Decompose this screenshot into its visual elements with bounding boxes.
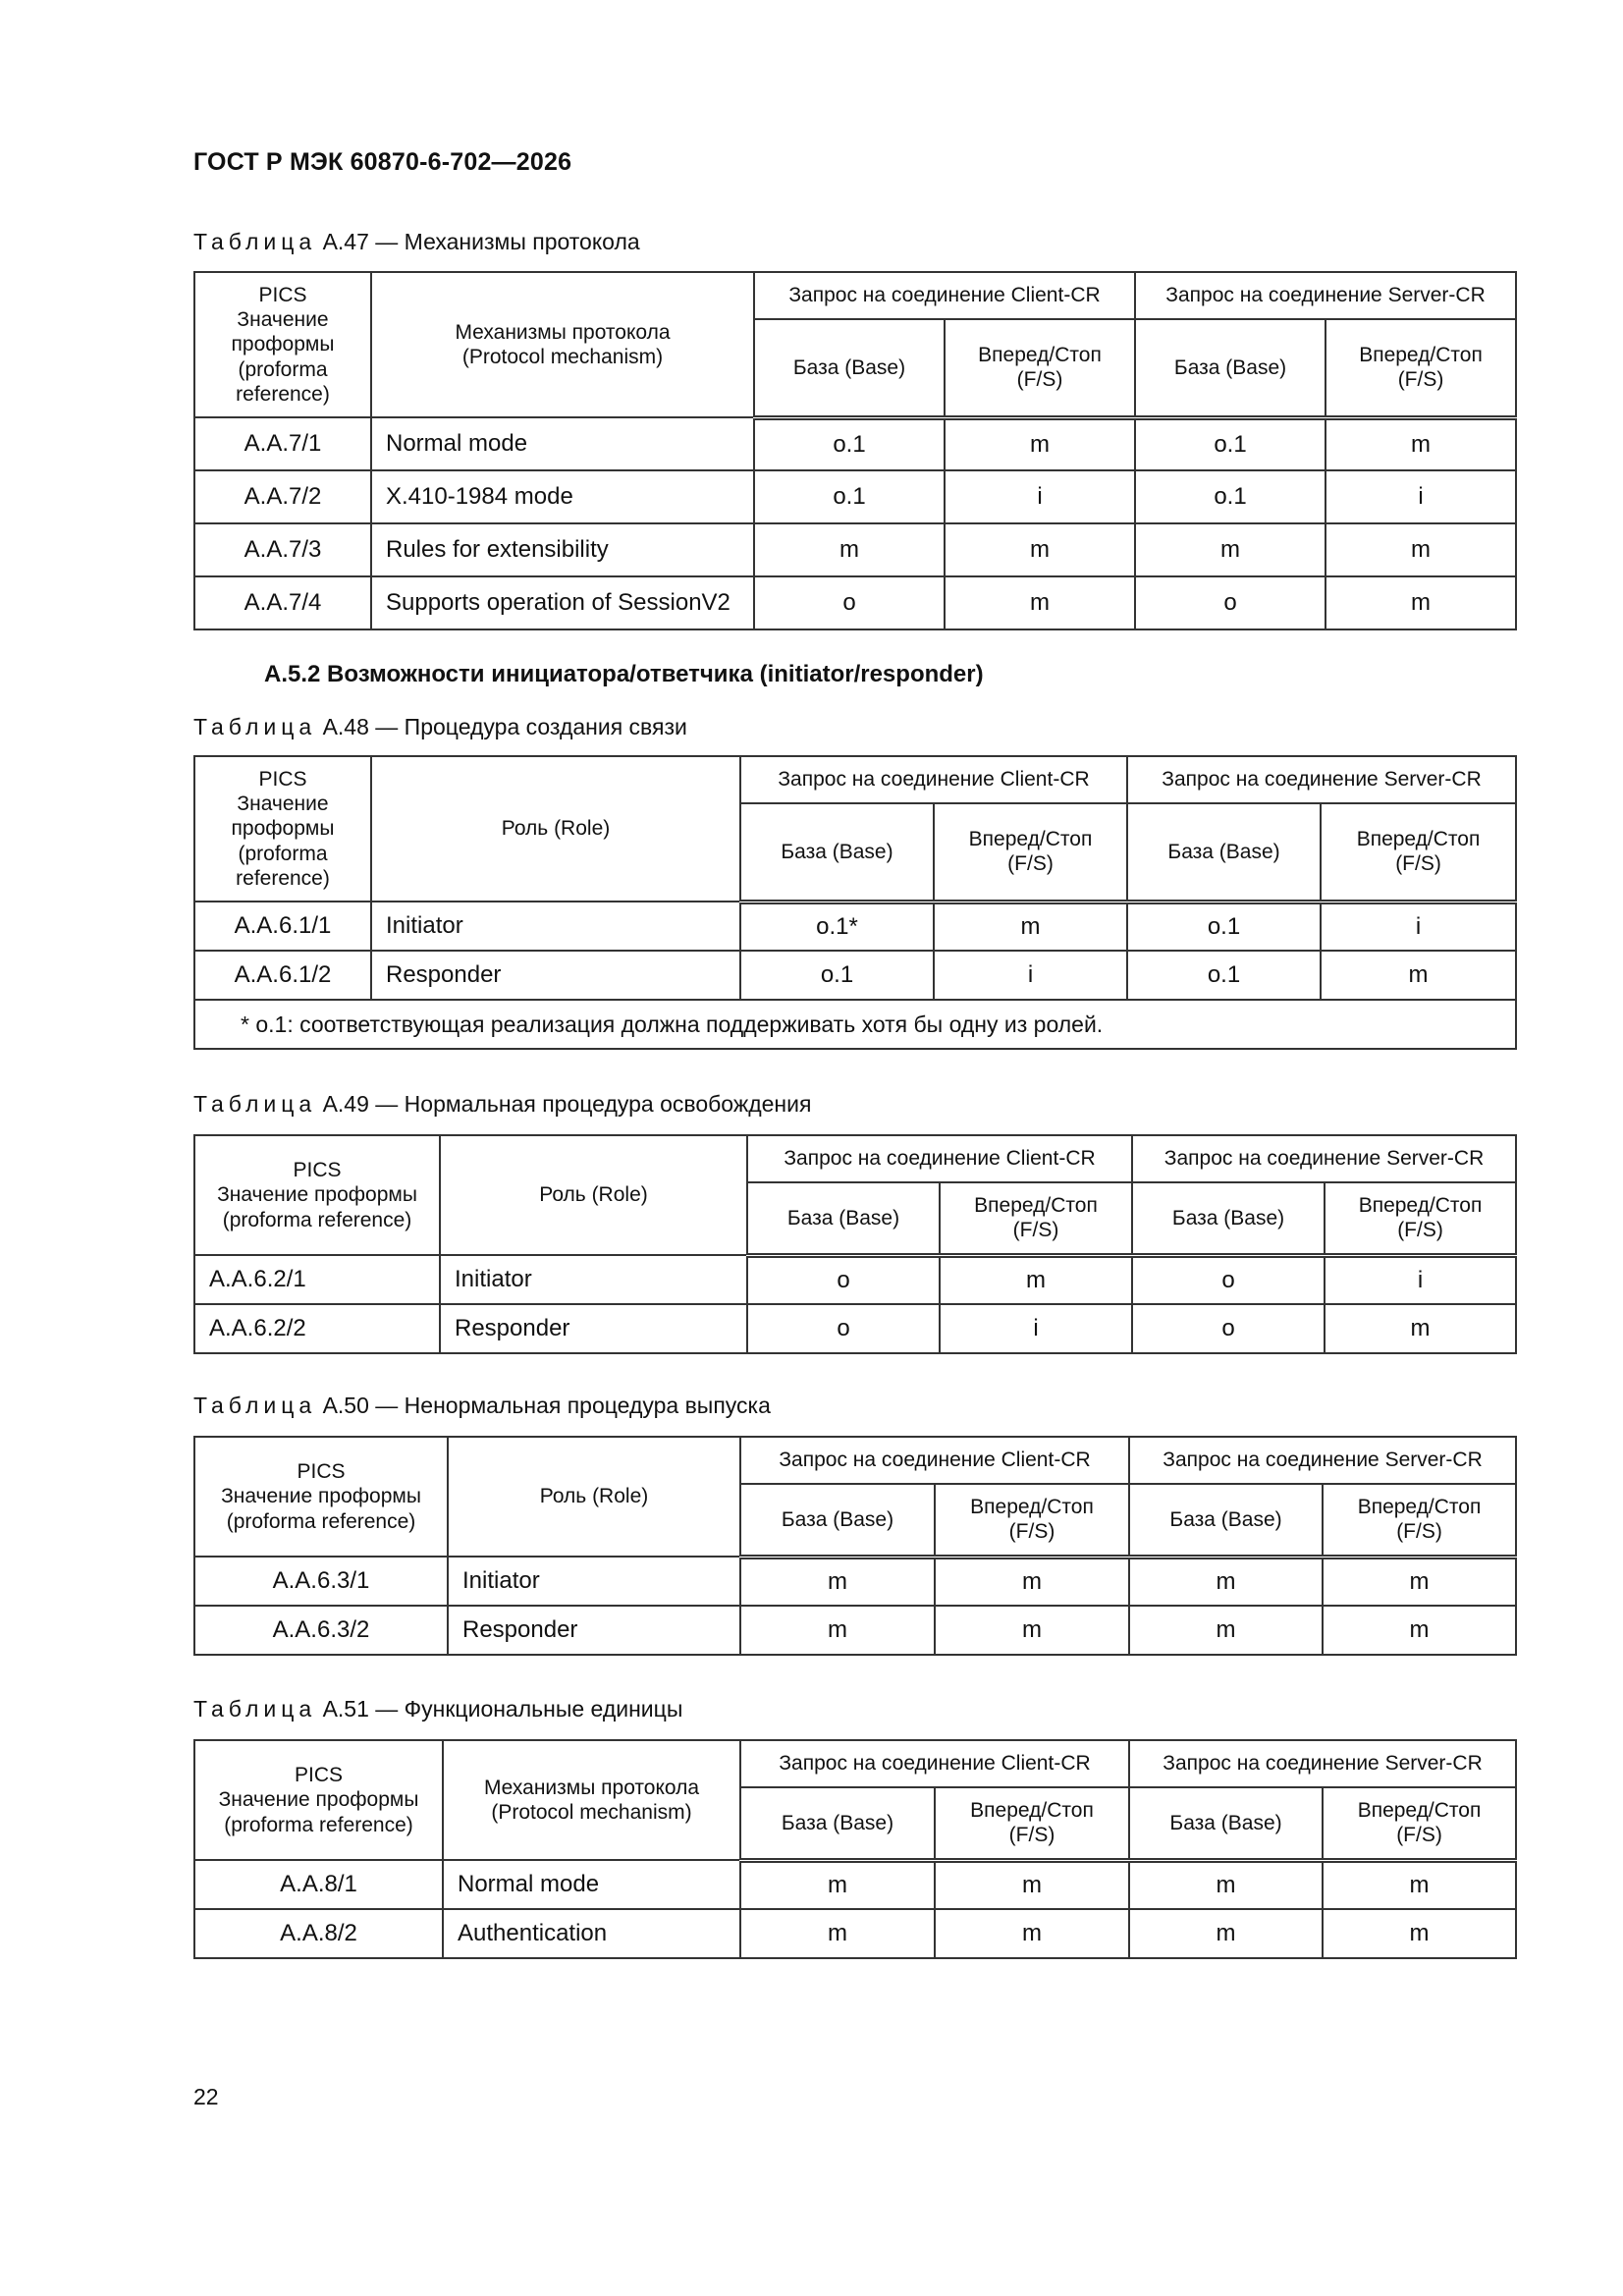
cell-ref: A.A.7/1 — [194, 417, 371, 470]
cell-server-fs: m — [1325, 417, 1516, 470]
cell-server-base: o — [1132, 1255, 1325, 1304]
table-caption-a49 — [193, 1091, 811, 1118]
cell-client-base: m — [740, 1606, 935, 1655]
cell-server-base: m — [1129, 1909, 1323, 1958]
caption-title: А.51 — Функциональные единицы — [316, 1696, 683, 1722]
header-server-base: База (Base) — [1135, 319, 1325, 417]
section-heading-a52: А.5.2 Возможности инициатора/ответчика (initiator/responder) — [264, 661, 984, 687]
cell-name: Responder — [448, 1606, 740, 1655]
header-client-base: База (Base) — [740, 1787, 935, 1860]
cell-client-fs: m — [935, 1860, 1129, 1909]
header-client-fs: Вперед/Стоп (F/S) — [934, 803, 1127, 902]
table-a48 — [193, 755, 1517, 1050]
cell-client-base: o.1 — [754, 470, 945, 523]
page-number: 22 — [193, 2084, 219, 2109]
cell-ref: A.A.6.2/2 — [194, 1304, 440, 1353]
cell-name: Normal mode — [443, 1860, 740, 1909]
header-client-fs: Вперед/Стоп (F/S) — [935, 1484, 1129, 1557]
cell-name: Initiator — [440, 1255, 747, 1304]
header-client-cr: Запрос на соединение Client-CR — [740, 756, 1127, 803]
header-client-cr: Запрос на соединение Client-CR — [754, 272, 1135, 319]
cell-server-base: m — [1129, 1557, 1323, 1606]
cell-client-base: o.1 — [740, 951, 934, 1000]
table-note-row — [194, 1000, 1516, 1049]
cell-ref: A.A.6.3/2 — [194, 1606, 448, 1655]
cell-server-fs: m — [1321, 951, 1516, 1000]
cell-ref: A.A.8/2 — [194, 1909, 443, 1958]
cell-server-fs: m — [1325, 1304, 1516, 1353]
cell-client-base: m — [740, 1909, 935, 1958]
header-client-cr: Запрос на соединение Client-CR — [740, 1740, 1129, 1787]
cell-name: Normal mode — [371, 417, 754, 470]
cell-ref: A.A.7/4 — [194, 576, 371, 629]
cell-ref: A.A.7/3 — [194, 523, 371, 576]
cell-client-fs: m — [934, 902, 1127, 951]
caption-prefix: Таблица — [193, 1393, 317, 1418]
cell-server-base: o — [1132, 1304, 1325, 1353]
cell-ref: A.A.7/2 — [194, 470, 371, 523]
cell-server-base: o.1 — [1135, 417, 1325, 470]
header-client-base: База (Base) — [740, 1484, 935, 1557]
table-row — [194, 417, 1516, 470]
header-server-cr: Запрос на соединение Server-CR — [1135, 272, 1516, 319]
caption-prefix: Таблица — [193, 1091, 317, 1117]
header-pics: PICS Значение проформы (proforma reference) — [194, 1740, 443, 1860]
table-row — [194, 1909, 1516, 1958]
cell-server-fs: m — [1323, 1909, 1516, 1958]
table-a49 — [193, 1134, 1517, 1354]
cell-name: X.410-1984 mode — [371, 470, 754, 523]
cell-client-fs: i — [945, 470, 1135, 523]
cell-client-fs: m — [940, 1255, 1132, 1304]
table-row — [194, 951, 1516, 1000]
cell-name: Rules for extensibility — [371, 523, 754, 576]
cell-client-base: m — [754, 523, 945, 576]
caption-prefix: Таблица — [193, 1696, 317, 1722]
cell-client-fs: m — [935, 1557, 1129, 1606]
table-a51 — [193, 1739, 1517, 1959]
table-note: * o.1: соответствующая реализация должна поддерживать хотя бы одну из ролей. — [194, 1000, 1516, 1049]
cell-server-fs: m — [1325, 523, 1516, 576]
cell-server-base: m — [1129, 1606, 1323, 1655]
table-a47 — [193, 271, 1517, 630]
cell-server-fs: m — [1323, 1557, 1516, 1606]
table-row — [194, 1860, 1516, 1909]
table-row — [194, 576, 1516, 629]
cell-name: Responder — [440, 1304, 747, 1353]
header-server-cr: Запрос на соединение Server-CR — [1129, 1437, 1516, 1484]
cell-ref: A.A.6.2/1 — [194, 1255, 440, 1304]
header-server-cr: Запрос на соединение Server-CR — [1132, 1135, 1516, 1182]
cell-name: Initiator — [448, 1557, 740, 1606]
table-caption-a47 — [193, 229, 640, 255]
header-client-fs: Вперед/Стоп (F/S) — [945, 319, 1135, 417]
cell-client-base: o — [747, 1304, 940, 1353]
cell-server-fs: i — [1321, 902, 1516, 951]
cell-server-fs: m — [1323, 1860, 1516, 1909]
table-row — [194, 1606, 1516, 1655]
cell-server-fs: i — [1325, 1255, 1516, 1304]
cell-server-base: o.1 — [1135, 470, 1325, 523]
header-server-cr: Запрос на соединение Server-CR — [1127, 756, 1516, 803]
cell-client-fs: m — [945, 523, 1135, 576]
header-server-base: База (Base) — [1132, 1182, 1325, 1255]
cell-server-base: m — [1129, 1860, 1323, 1909]
table-row — [194, 1255, 1516, 1304]
header-pics: PICS Значение проформы (proforma reference) — [194, 1437, 448, 1557]
cell-name: Supports operation of SessionV2 — [371, 576, 754, 629]
header-server-base: База (Base) — [1129, 1787, 1323, 1860]
cell-name: Responder — [371, 951, 740, 1000]
header-client-fs: Вперед/Стоп (F/S) — [940, 1182, 1132, 1255]
header-server-base: База (Base) — [1127, 803, 1321, 902]
cell-server-fs: m — [1323, 1606, 1516, 1655]
table-caption-a50 — [193, 1393, 771, 1419]
table-caption-a48 — [193, 714, 687, 740]
header-role: Роль (Role) — [371, 756, 740, 902]
header-pics: PICS Значение проформы (proforma reference) — [194, 1135, 440, 1255]
header-server-cr: Запрос на соединение Server-CR — [1129, 1740, 1516, 1787]
cell-client-base: o.1 — [754, 417, 945, 470]
header-client-base: База (Base) — [747, 1182, 940, 1255]
header-server-fs: Вперед/Стоп (F/S) — [1325, 319, 1516, 417]
cell-client-base: o — [754, 576, 945, 629]
header-role: Роль (Role) — [448, 1437, 740, 1557]
cell-ref: A.A.6.1/1 — [194, 902, 371, 951]
cell-ref: A.A.6.3/1 — [194, 1557, 448, 1606]
table-row — [194, 1304, 1516, 1353]
caption-prefix: Таблица — [193, 714, 317, 739]
cell-ref: A.A.6.1/2 — [194, 951, 371, 1000]
header-client-fs: Вперед/Стоп (F/S) — [935, 1787, 1129, 1860]
caption-prefix: Таблица — [193, 229, 317, 254]
cell-client-base: m — [740, 1557, 935, 1606]
cell-server-fs: m — [1325, 576, 1516, 629]
header-server-fs: Вперед/Стоп (F/S) — [1321, 803, 1516, 902]
cell-client-fs: m — [935, 1606, 1129, 1655]
cell-client-fs: m — [945, 576, 1135, 629]
cell-client-fs: i — [940, 1304, 1132, 1353]
header-server-fs: Вперед/Стоп (F/S) — [1323, 1484, 1516, 1557]
caption-title: А.49 — Нормальная процедура освобождения — [316, 1091, 812, 1117]
cell-name: Authentication — [443, 1909, 740, 1958]
cell-ref: A.A.8/1 — [194, 1860, 443, 1909]
header-pics: PICS Значение проформы (proforma reference) — [194, 272, 371, 417]
cell-server-base: o — [1135, 576, 1325, 629]
cell-client-fs: m — [945, 417, 1135, 470]
header-client-base: База (Base) — [740, 803, 934, 902]
cell-client-base: o.1* — [740, 902, 934, 951]
table-a50 — [193, 1436, 1517, 1656]
header-server-base: База (Base) — [1129, 1484, 1323, 1557]
table-row — [194, 1557, 1516, 1606]
header-pics: PICS Значение проформы (proforma reference) — [194, 756, 371, 902]
table-caption-a51 — [193, 1696, 682, 1722]
cell-server-base: o.1 — [1127, 951, 1321, 1000]
cell-client-fs: m — [935, 1909, 1129, 1958]
cell-client-base: o — [747, 1255, 940, 1304]
table-row — [194, 470, 1516, 523]
table-row — [194, 523, 1516, 576]
header-client-base: База (Base) — [754, 319, 945, 417]
document-header: ГОСТ Р МЭК 60870-6-702—2026 — [193, 148, 572, 176]
header-client-cr: Запрос на соединение Client-CR — [747, 1135, 1132, 1182]
cell-server-fs: i — [1325, 470, 1516, 523]
cell-server-base: o.1 — [1127, 902, 1321, 951]
cell-client-base: m — [740, 1860, 935, 1909]
table-row — [194, 902, 1516, 951]
header-server-fs: Вперед/Стоп (F/S) — [1325, 1182, 1516, 1255]
header-mechanism: Механизмы протокола (Protocol mechanism) — [371, 272, 754, 417]
header-server-fs: Вперед/Стоп (F/S) — [1323, 1787, 1516, 1860]
header-client-cr: Запрос на соединение Client-CR — [740, 1437, 1129, 1484]
caption-title: А.50 — Ненормальная процедура выпуска — [316, 1393, 771, 1418]
cell-client-fs: i — [934, 951, 1127, 1000]
header-mechanism: Механизмы протокола (Protocol mechanism) — [443, 1740, 740, 1860]
caption-title: А.47 — Механизмы протокола — [316, 229, 640, 254]
header-role: Роль (Role) — [440, 1135, 747, 1255]
cell-name: Initiator — [371, 902, 740, 951]
cell-server-base: m — [1135, 523, 1325, 576]
caption-title: А.48 — Процедура создания связи — [316, 714, 687, 739]
